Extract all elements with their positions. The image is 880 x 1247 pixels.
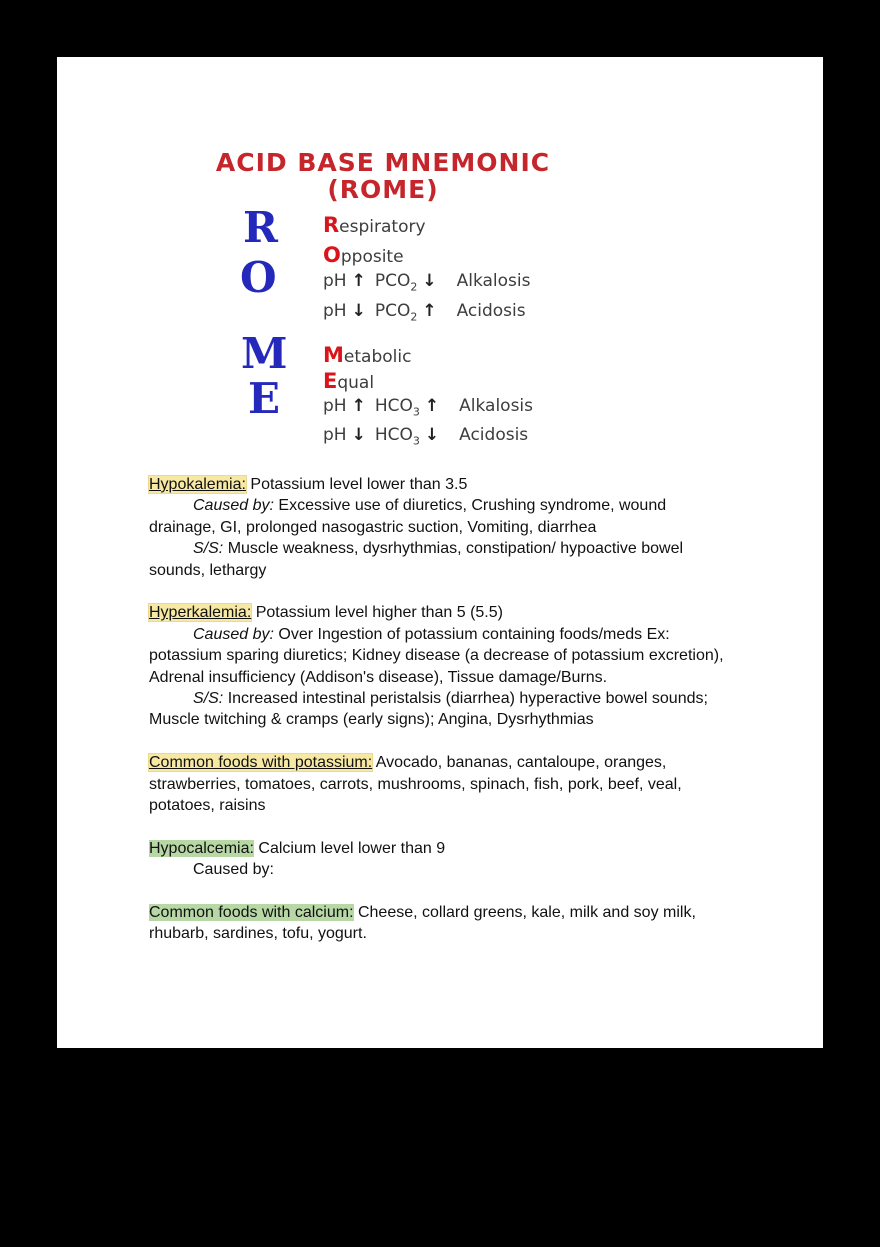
section-heading: Hyperkalemia: — [149, 604, 252, 622]
section-intro: Potassium level higher than 5 (5.5) — [255, 604, 503, 622]
section-heading-line — [149, 752, 735, 816]
result-label: Alkalosis — [459, 396, 534, 416]
chem-label — [374, 271, 418, 294]
detail-label: Caused by: — [193, 497, 274, 515]
section-foods-potassium — [149, 752, 735, 816]
rome-letter-e: E — [248, 374, 281, 423]
rome-letter-o: O — [240, 253, 277, 302]
lead-letter: E — [323, 369, 338, 393]
detail-label: Caused by: — [193, 861, 274, 879]
section-hyperkalemia — [149, 602, 735, 730]
section-heading-line — [149, 602, 735, 623]
formula-metabolic-acidosis — [323, 425, 528, 451]
detail-signs-symptoms — [149, 688, 735, 731]
detail-label: S/S: — [193, 690, 224, 708]
chem-base: HCO — [374, 425, 413, 445]
detail-signs-symptoms — [149, 538, 735, 581]
detail-caused-by — [149, 624, 735, 688]
section-heading-line — [149, 474, 735, 495]
detail-text: Over Ingestion of potassium containing foods/meds Ex: potassium sparing diuretics; Kidney disease (a decrease of potassium excretion), Adrenal insufficiency (Addison's disease), Tissue damage/Burns. — [149, 625, 724, 686]
up-arrow-glyph: ↑ — [422, 301, 437, 321]
chem-subscript: 2 — [410, 280, 418, 294]
section-intro: Calcium level lower than 9 — [258, 839, 446, 857]
chem-subscript: 3 — [412, 434, 420, 448]
ph-label: pH — [323, 301, 347, 321]
section-heading: Common foods with potassium: — [149, 754, 373, 772]
result-label: Alkalosis — [456, 271, 531, 291]
down-arrow-glyph: ↓ — [424, 425, 440, 445]
up-arrow-glyph: ↑ — [351, 271, 366, 291]
document-page — [57, 57, 823, 1048]
mnemonic-word-equal — [323, 371, 374, 394]
section-intro: Avocado, bananas, cantaloupe, oranges, strawberries, tomatoes, carrots, mushrooms, spinach, fish, pork, beef, veal, potatoes, raisins — [149, 754, 682, 815]
mnemonic-word-respiratory — [323, 215, 426, 238]
chem-subscript: 3 — [412, 405, 420, 419]
section-heading-line — [149, 902, 735, 945]
chem-base: PCO — [374, 271, 411, 291]
section-heading: Common foods with calcium: — [149, 904, 354, 922]
word-rest: pposite — [340, 247, 404, 267]
word-rest: espiratory — [339, 217, 426, 237]
result-label: Acidosis — [459, 425, 529, 445]
figure-title-line2: (ROME) — [327, 175, 439, 204]
down-arrow-glyph: ↓ — [351, 301, 366, 321]
chem-label — [374, 425, 420, 448]
chem-label — [374, 396, 420, 419]
chem-label — [374, 301, 418, 324]
detail-text: Increased intestinal peristalsis (diarrhea) hyperactive bowel sounds; Muscle twitching & cramps (early signs); Angina, Dysrhythmias — [149, 690, 708, 729]
section-intro: Cheese, collard greens, kale, milk and soy milk, rhubarb, sardines, tofu, yogurt. — [149, 904, 696, 943]
lead-letter: M — [323, 343, 344, 367]
section-hypokalemia — [149, 474, 735, 581]
section-heading-line — [149, 838, 735, 859]
section-heading: Hypokalemia: — [149, 476, 246, 493]
figure-title — [163, 149, 603, 203]
lead-letter: O — [323, 243, 341, 267]
detail-text: Muscle weakness, dysrhythmias, constipation/ hypoactive bowel sounds, lethargy — [149, 540, 684, 579]
formula-respiratory-alkalosis — [323, 271, 530, 297]
section-heading: Hypocalcemia: — [149, 839, 254, 857]
ph-label: pH — [323, 271, 347, 291]
figure-title-line1: ACID BASE MNEMONIC — [215, 148, 551, 177]
chem-base: HCO — [374, 396, 413, 416]
up-arrow-glyph: ↑ — [424, 396, 440, 416]
notes-text-block — [149, 474, 735, 966]
ph-label: pH — [323, 425, 347, 445]
ph-label: pH — [323, 396, 347, 416]
down-arrow-glyph: ↓ — [422, 271, 437, 291]
word-rest: qual — [337, 373, 375, 393]
up-arrow-glyph: ↑ — [351, 396, 366, 416]
formula-respiratory-acidosis — [323, 301, 526, 327]
detail-label: S/S: — [193, 540, 224, 558]
mnemonic-word-opposite — [323, 245, 404, 268]
word-rest: etabolic — [343, 347, 412, 367]
section-foods-calcium — [149, 902, 735, 945]
down-arrow-glyph: ↓ — [351, 425, 366, 445]
chem-subscript: 2 — [410, 310, 418, 324]
lead-letter: R — [323, 213, 340, 237]
detail-caused-by — [149, 495, 735, 538]
mnemonic-word-metabolic — [323, 345, 411, 368]
formula-metabolic-alkalosis — [323, 396, 533, 422]
detail-text: Excessive use of diuretics, Crushing syndrome, wound drainage, GI, prolonged nasogastric suction, Vomiting, diarrhea — [149, 497, 667, 536]
result-label: Acidosis — [456, 301, 526, 321]
section-hypocalcemia — [149, 838, 735, 881]
detail-label: Caused by: — [193, 625, 274, 643]
detail-caused-by — [149, 859, 735, 880]
chem-base: PCO — [374, 301, 411, 321]
rome-letter-r: R — [243, 203, 278, 252]
rome-letter-m: M — [241, 329, 288, 378]
section-intro: Potassium level lower than 3.5 — [250, 476, 468, 493]
